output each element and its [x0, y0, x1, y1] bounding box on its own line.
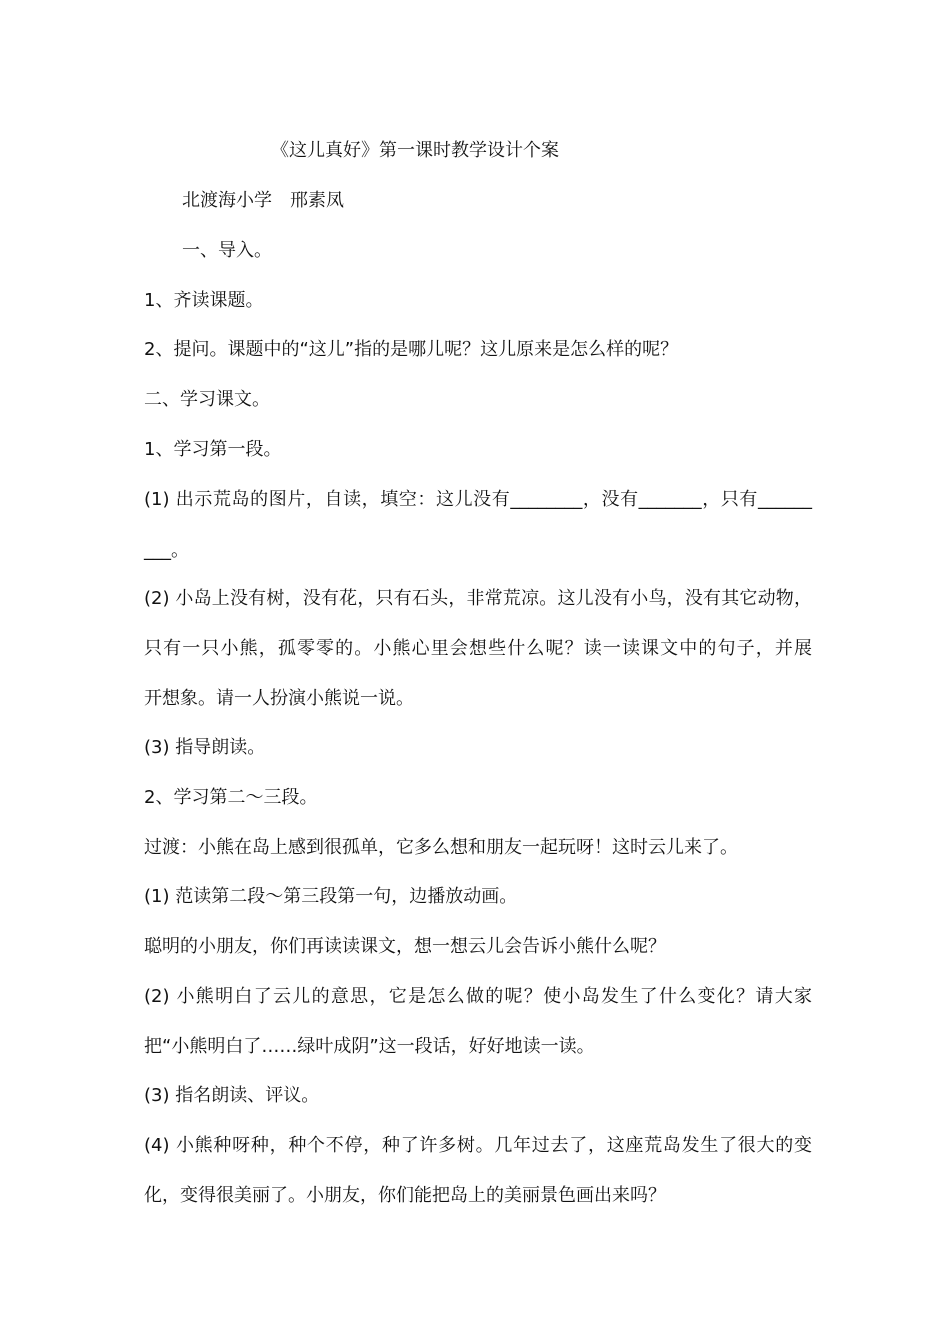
page-title: 《这儿真好》第一课时教学设计个案 [271, 140, 559, 161]
paragraph-line: (4) 小熊种呀种，种个不停，种了许多树。几年过去了，这座荒岛发生了很大的变 [144, 1135, 812, 1156]
paragraph-line: 化，变得很美丽了。小朋友，你们能把岛上的美丽景色画出来吗？ [144, 1185, 666, 1206]
paragraph-line: (2) 小熊明白了云儿的意思，它是怎么做的呢？使小岛发生了什么变化？请大家 [144, 986, 812, 1007]
paragraph-line: 1、学习第一段。 [144, 439, 282, 460]
paragraph-line: ___。 [144, 540, 189, 561]
paragraph-line: 过渡：小熊在岛上感到很孤单，它多么想和朋友一起玩呀！这时云儿来了。 [144, 837, 738, 858]
author-line: 北渡海小学 邢素凤 [182, 190, 344, 211]
paragraph-line: 只有一只小熊，孤零零的。小熊心里会想些什么呢？读一读课文中的句子，并展 [144, 638, 812, 659]
paragraph-line: 1、齐读课题。 [144, 290, 264, 311]
section-heading-study: 二、学习课文。 [144, 389, 270, 410]
paragraph-line: (3) 指导朗读。 [144, 737, 266, 758]
paragraph-line: (2) 小岛上没有树，没有花，只有石头，非常荒凉。这儿没有小鸟，没有其它动物， [144, 588, 812, 609]
paragraph-line: (1) 出示荒岛的图片，自读，填空：这儿没有________，没有_______，只有______ [144, 489, 812, 510]
paragraph-line: (3) 指名朗读、评议。 [144, 1085, 320, 1106]
paragraph-line: 2、学习第二～三段。 [144, 787, 318, 808]
paragraph-line: 2、提问。课题中的“这儿”指的是哪儿呢？这儿原来是怎么样的呢？ [144, 339, 679, 360]
paragraph-line: 聪明的小朋友，你们再读读课文，想一想云儿会告诉小熊什么呢？ [144, 936, 666, 957]
paragraph-line: 把“小熊明白了……绿叶成阴”这一段话，好好地读一读。 [144, 1036, 595, 1057]
paragraph-line: (1) 范读第二段～第三段第一句，边播放动画。 [144, 886, 518, 907]
paragraph-line: 开想象。请一人扮演小熊说一说。 [144, 688, 414, 709]
section-heading-intro: 一、导入。 [182, 240, 272, 261]
